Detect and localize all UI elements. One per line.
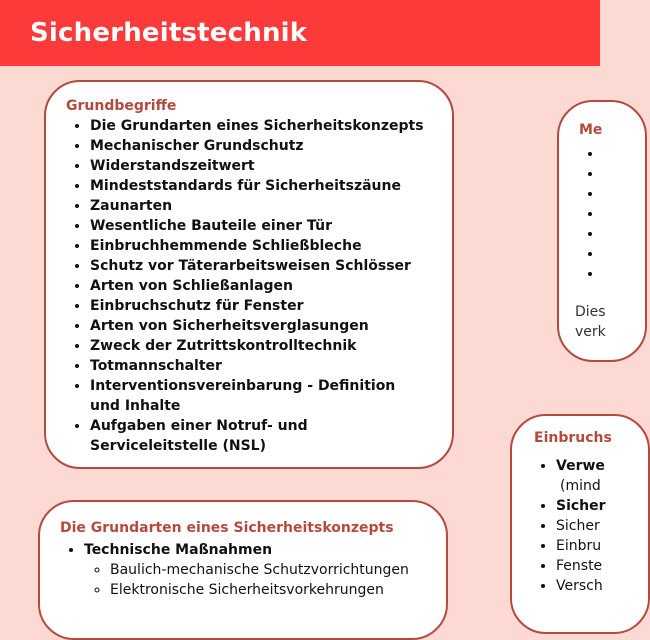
list-item: ◦ Baulich-mechanische Schutzvorrichtungen: [110, 560, 450, 580]
header-bar: [0, 0, 600, 66]
list-item: [603, 264, 643, 284]
list-item: • Einbruchhemmende Schließbleche: [90, 236, 430, 256]
list-item: • Wesentliche Bauteile einer Tür: [90, 216, 430, 236]
sicherheitskonzept-list: [84, 540, 444, 560]
list-item: • Totmannschalter: [90, 356, 430, 376]
list-item: • Einbru: [556, 536, 636, 556]
einbruch-line2: (mind: [560, 478, 601, 494]
list-item: • Fenste: [556, 556, 636, 576]
einbruch-list-2: [556, 496, 636, 596]
grundbegriffe-list: [90, 116, 430, 456]
list-item: • Schutz vor Täterarbeitsweisen Schlösser: [90, 256, 430, 276]
list-item: • Widerstandszeitwert: [90, 156, 430, 176]
einbruch-list: [556, 456, 636, 476]
card-grundbegriffe: [44, 80, 454, 469]
list-item: [603, 144, 643, 164]
card-title-einbruch: Einbruchs: [534, 430, 612, 446]
list-item: • Arten von Sicherheitsverglasungen: [90, 316, 430, 336]
mechanisch-list: [603, 144, 643, 284]
list-item: • Versch: [556, 576, 636, 596]
card-einbruch: [510, 414, 650, 634]
list-item: • Mechanischer Grundschutz: [90, 136, 430, 156]
list-item: • Zweck der Zutrittskontrolltechnik: [90, 336, 430, 356]
list-item: [603, 184, 643, 204]
list-item: • Die Grundarten eines Sicherheitskonzepts: [90, 116, 430, 136]
card-mechanisch: [557, 100, 647, 362]
list-item: • Zaunarten: [90, 196, 430, 216]
list-item: • Sicher: [556, 496, 636, 516]
list-item: • Einbruchschutz für Fenster: [90, 296, 430, 316]
list-item: • Arten von Schließanlagen: [90, 276, 430, 296]
list-item: ◦ Elektronische Sicherheitsvorkehrungen: [110, 580, 450, 600]
list-item: • Technische Maßnahmen: [84, 540, 444, 560]
list-item: • Sicher: [556, 516, 636, 536]
list-item: [603, 204, 643, 224]
page-title: Sicherheitstechnik: [30, 18, 308, 48]
list-item: [603, 224, 643, 244]
list-item: [603, 164, 643, 184]
card-title-sicherheitskonzept: Die Grundarten eines Sicherheitskonzepts: [60, 520, 394, 536]
list-item: • Mindeststandards für Sicherheitszäune: [90, 176, 430, 196]
list-item: • Verwe: [556, 456, 636, 476]
mechanisch-text-line1: Dies: [575, 304, 606, 320]
list-item: • Interventionsvereinbarung - Definition und Inhalte: [90, 376, 430, 416]
list-item: • Aufgaben einer Notruf- und Serviceleitstelle (NSL): [90, 416, 430, 456]
card-sicherheitskonzept: [38, 500, 448, 640]
mechanisch-text-line2: verk: [575, 324, 606, 340]
card-title-grundbegriffe: Grundbegriffe: [66, 98, 177, 114]
sicherheitskonzept-sublist: [110, 560, 450, 600]
card-title-mechanisch: Me: [579, 122, 603, 138]
list-item: [603, 244, 643, 264]
